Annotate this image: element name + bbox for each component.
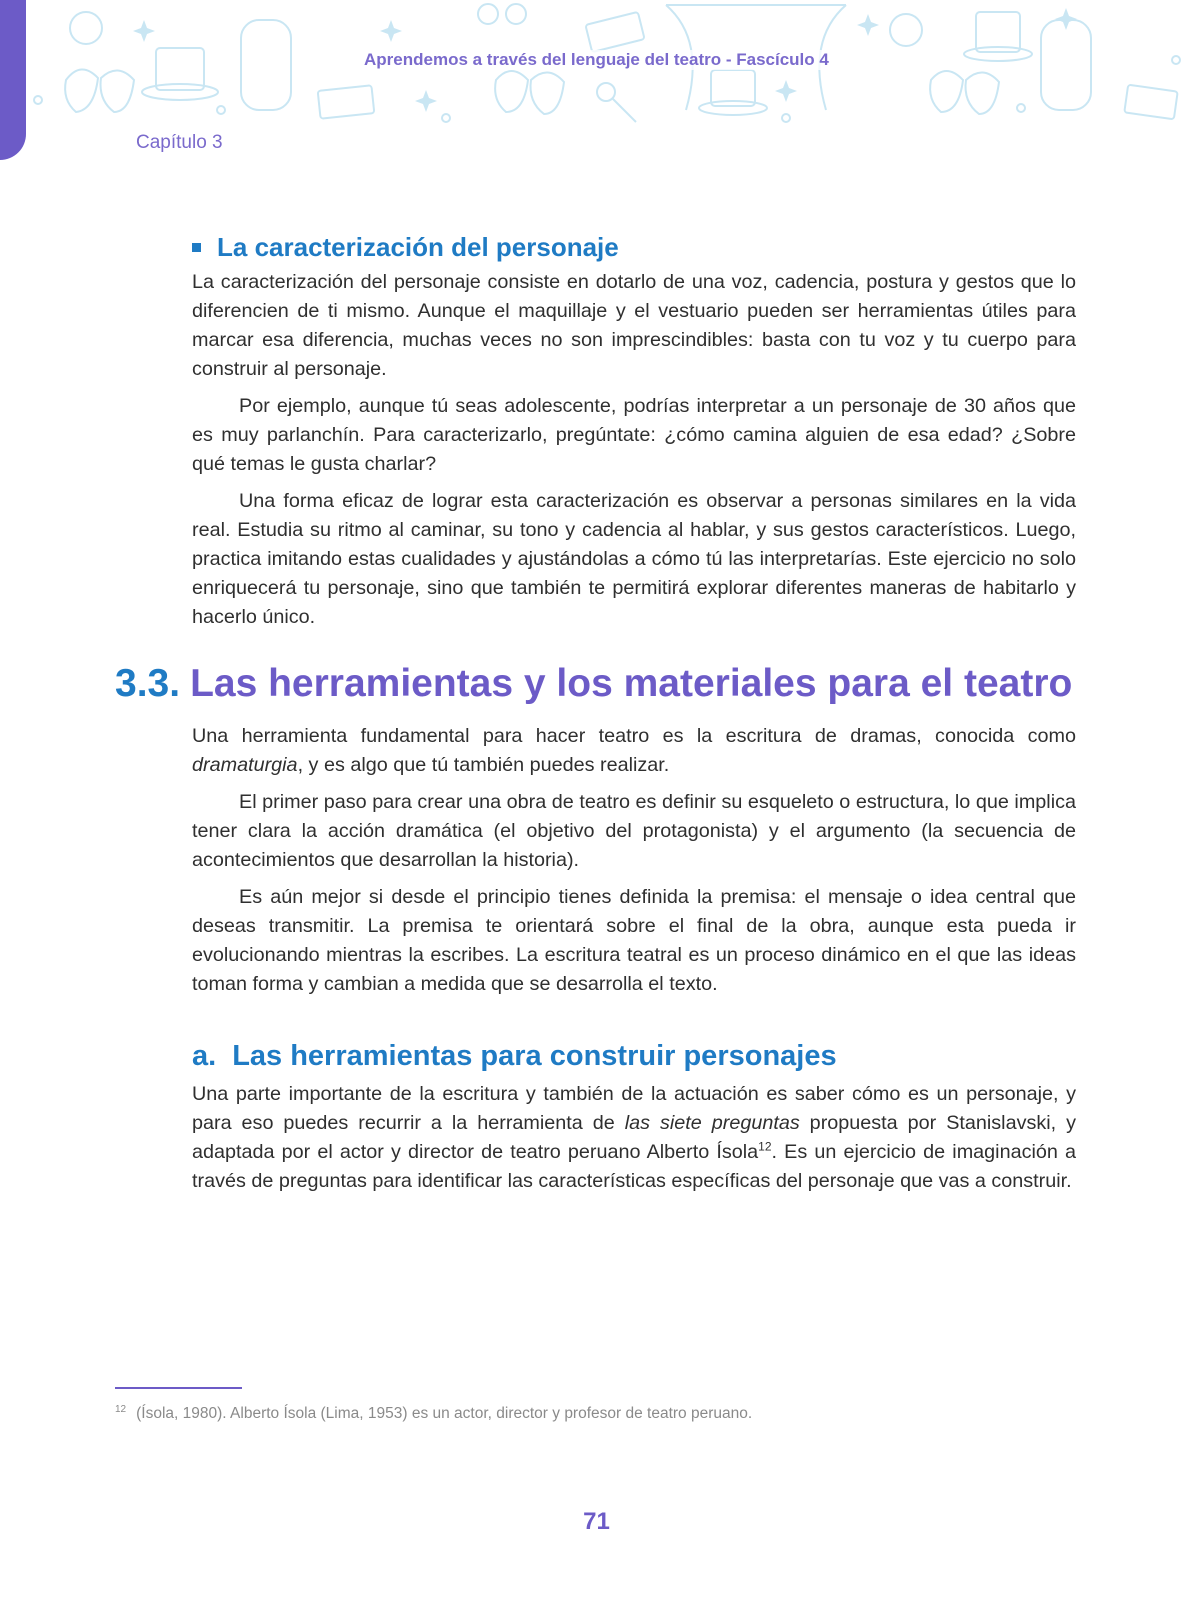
footnote-reference[interactable]: 12 [758, 1139, 772, 1154]
subsection-body [192, 1080, 1076, 1204]
section-p1-text: Una herramienta fundamental para hacer teatro es la escritura de dramas, conocida como [192, 725, 1076, 747]
dramaturgia-term: dramaturgia [192, 754, 298, 776]
subsection-title: Las herramientas para construir personajes [232, 1040, 837, 1072]
section-p1-tail: , y es algo que tú también puedes realizar. [297, 754, 670, 776]
page-number: 71 [583, 1508, 610, 1535]
publication-title: Aprendemos a través del lenguaje del teatro - Fascículo 4 [360, 50, 833, 70]
characterization-body [192, 268, 1076, 640]
footnote-text: (Ísola, 1980). Alberto Ísola (Lima, 1953) es un actor, director y profesor de teatro peruano. [136, 1405, 753, 1423]
subsection-p1-mid: propuesta por Stanislavski, y adaptada por el actor y director de teatro peruano Alberto Ísola [192, 1112, 1076, 1163]
subsection-letter: a. [192, 1040, 217, 1072]
section-heading [115, 662, 1072, 706]
characterization-paragraph-3: Una forma eficaz de lograr esta caracterización es observar a personas similares en la vida real. Estudia su ritmo al caminar, su tono y cadencia al hablar, y sus gestos característicos. Luego, practica imitando estas cualidades y ajustándolas a cómo tú las interpretarías. Este ejercicio no solo enriquecerá tu personaje, sino que también te permitirá explorar diferentes maneras de habitarlo y hacerlo único. [192, 490, 1076, 628]
chapter-side-tab [0, 0, 26, 160]
footnote-number: 12 [115, 1404, 127, 1415]
chapter-label: Capítulo 3 [136, 132, 223, 153]
subsection-p1-text: Una parte importante de la escritura y también de la actuación es saber cómo es un personaje, y para eso puedes recurrir a la herramienta de [192, 1083, 1076, 1134]
section-body [192, 722, 1076, 1007]
subsection-heading [192, 1040, 837, 1073]
subsection-p1-tail: . Es un ejercicio de imaginación a través de preguntas para identificar las características específicas del personaje que vas a construir. [192, 1141, 1076, 1192]
characterization-paragraph-2: Por ejemplo, aunque tú seas adolescente, podrías interpretar a un personaje de 30 años que es muy parlanchín. Para caracterizarlo, pregúntate: ¿cómo camina alguien de esa edad? ¿Sobre qué temas le gusta charlar? [192, 395, 1076, 475]
section-paragraph-1 [192, 722, 1076, 780]
characterization-paragraph-1: La caracterización del personaje consiste en dotarlo de una voz, cadencia, postura y gestos que lo diferencien de ti mismo. Aunque el maquillaje y el vestuario pueden ser herramientas útiles para marcar esa diferencia, muchas veces no son imprescindibles: basta con tu voz y tu cuerpo para construir al personaje. [192, 271, 1076, 380]
section-paragraph-3: Es aún mejor si desde el principio tienes definida la premisa: el mensaje o idea central que deseas transmitir. La premisa te orientará sobre el final de la obra, aunque esta pueda ir evolucionando mientras la escribes. La escritura teatral es un proceso dinámico en el que las ideas toman forma y cambian a medida que se desarrolla el texto. [192, 886, 1076, 995]
footnote [115, 1404, 752, 1423]
characterization-heading-text: La caracterización del personaje [217, 232, 619, 262]
section-title: Las herramientas y los materiales para el teatro [190, 662, 1073, 705]
subsection-paragraph-1 [192, 1080, 1076, 1196]
characterization-heading [192, 232, 619, 263]
footnote-divider [115, 1387, 242, 1389]
siete-preguntas-term: las siete preguntas [624, 1112, 800, 1134]
section-number: 3.3. [115, 662, 181, 705]
bullet-square-icon [192, 243, 201, 252]
section-paragraph-2: El primer paso para crear una obra de teatro es definir su esqueleto o estructura, lo que implica tener clara la acción dramática (el objetivo del protagonista) y el argumento (la secuencia de acontecimientos que desarrollan la historia). [192, 791, 1076, 871]
